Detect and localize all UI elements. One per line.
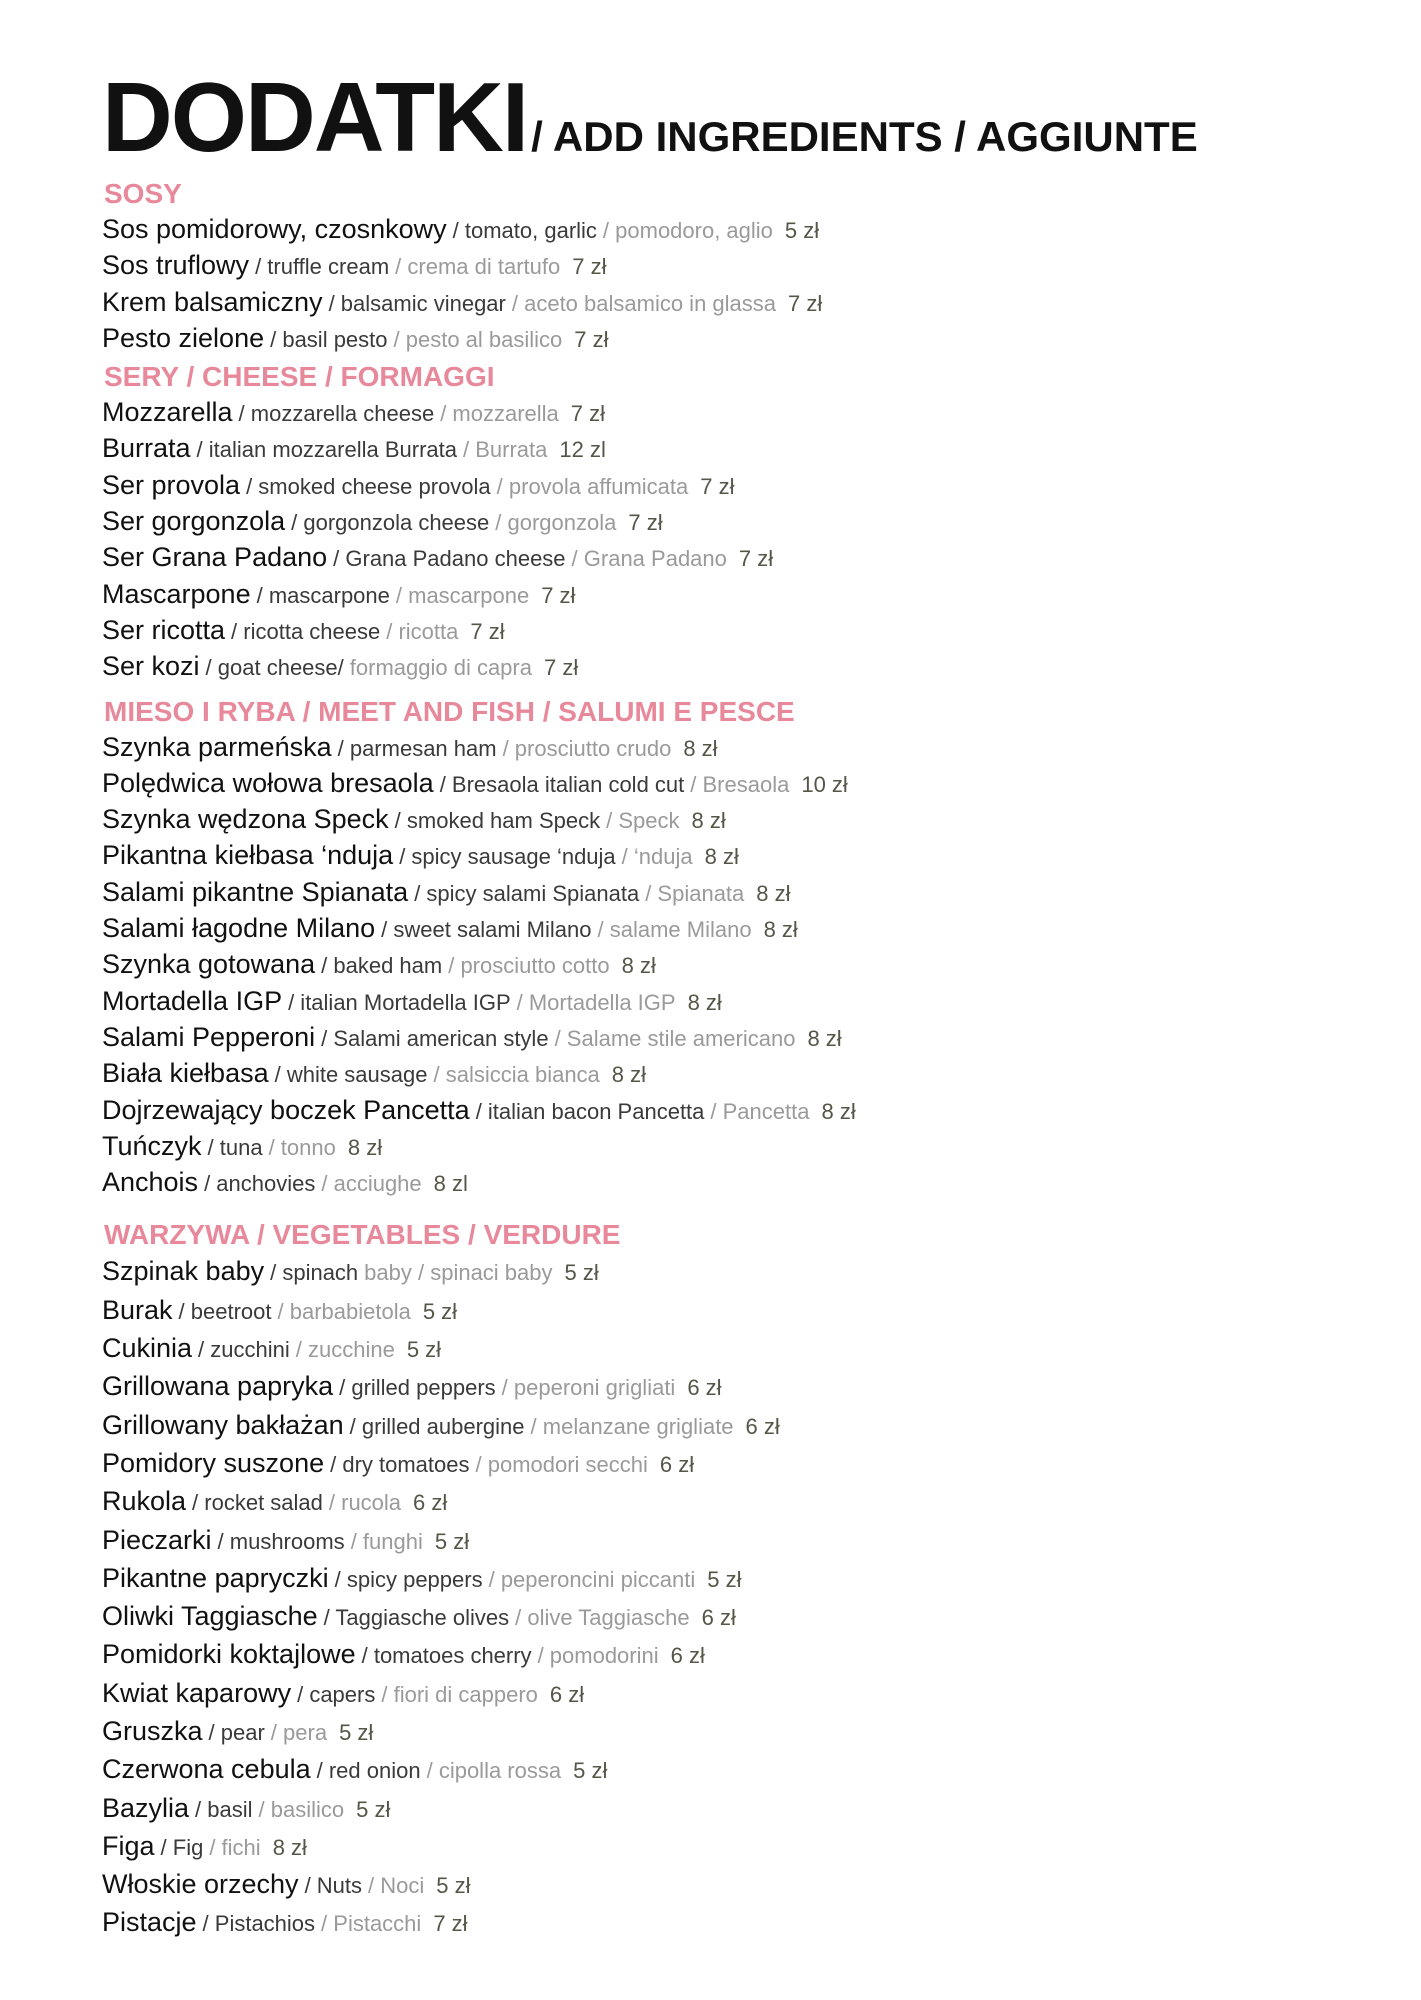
item-price: 8 zł [704,844,739,870]
item-name-en: / Pistachios [202,1911,316,1937]
item-name-it: / mozzarella [440,401,559,427]
item-name-it: / Salame stile americano [554,1025,796,1051]
item-name-pl: Mozzarella [102,397,233,428]
section-mieso [102,694,1362,1202]
item-list [102,1253,1362,1942]
item-price: 7 zł [788,290,823,316]
menu-item [102,1790,1362,1828]
item-name-en: / sweet salami Milano [381,917,592,943]
menu-item [102,212,1362,248]
item-price: 5 zł [434,1528,470,1554]
item-name-pl: Szpinak baby [102,1256,265,1287]
item-name-pl: Gruszka [102,1715,203,1746]
item-name-pl: Mortadella IGP [102,985,283,1016]
item-name-en: / italian bacon Pancetta [475,1098,705,1124]
item-name-it: / basilico [258,1796,345,1822]
item-price: 7 zł [700,473,735,499]
item-name-en: / capers [297,1681,376,1707]
item-name-pl: Włoskie orzechy [102,1869,299,1900]
item-price: 6 zł [413,1490,448,1516]
title-main: DODATKI [102,62,528,172]
menu-item [102,1598,1362,1636]
menu-item [102,1522,1362,1560]
menu-item [102,1292,1362,1330]
menu-item [102,1866,1362,1904]
item-name-it: / acciughe [321,1171,422,1197]
page-title [102,62,1362,172]
item-name-pl: Polędwica wołowa bresaola [102,767,434,798]
item-name-it: / olive Taggiasche [515,1605,690,1631]
item-price: 8 zł [756,880,791,906]
item-name-en: / spinach [270,1260,359,1286]
item-price: 7 zł [543,655,579,681]
item-price: 6 zł [687,1375,722,1401]
item-price: 8 zl [433,1171,468,1197]
item-price: 8 zł [272,1834,307,1860]
item-name-en: / mascarpone [256,582,390,608]
item-name-it: / fichi [209,1834,261,1860]
item-price: 12 zl [559,437,606,463]
menu-item [102,540,1362,576]
item-name-en: / tomato, garlic [452,218,597,243]
item-name-it: / ‘nduja [621,844,693,870]
item-price: 7 zł [541,582,576,608]
item-name-it: / pesto al basilico [393,326,563,352]
menu-item [102,613,1362,649]
menu-item [102,1253,1362,1291]
menu-item [102,1330,1362,1368]
item-name-it: / prosciutto cotto [448,953,610,979]
menu-item [102,984,1362,1020]
item-name-pl: Grillowany bakłażan [102,1409,344,1440]
item-name-pl: Salami Pepperoni [102,1021,316,1052]
item-price: 8 zł [347,1134,383,1160]
item-price: 7 zł [572,254,607,280]
item-name-en: / rocket salad [192,1490,323,1516]
item-name-pl: Krem balsamiczny [102,286,323,317]
section-heading: WARZYWA / VEGETABLES / VERDURE [104,1219,621,1251]
item-name-it: / ricotta [386,618,459,644]
item-name-pl: Grillowana papryka [102,1371,334,1402]
item-price: 8 zł [683,735,718,761]
item-name-en: / basil [195,1796,253,1822]
item-name-pl: Pomidorki koktajlowe [102,1639,356,1670]
item-name-it: / peperoncini piccanti [488,1566,696,1592]
item-name-en: / white sausage [274,1062,428,1088]
item-name-pl: Salami pikantne Spianata [102,876,409,907]
item-name-pl: Ser ricotta [102,614,226,645]
menu-item [102,504,1362,540]
section-heading: MIESO I RYBA / MEET AND FISH / SALUMI E PESCE [104,695,795,727]
item-name-en: / anchovies [204,1171,316,1197]
item-name-pl: Oliwki Taggiasche [102,1601,318,1632]
item-name-en: / Taggiasche olives [323,1605,510,1631]
item-name-en: / Nuts [304,1873,363,1899]
item-name-it: formaggio di capra [349,655,532,681]
item-name-en: / beetroot [178,1298,272,1324]
item-name-pl: Tuńczyk [102,1130,202,1161]
item-name-en: / italian mozzarella Burrata [196,437,457,463]
item-name-it: / pera [270,1719,328,1745]
item-name-it: / provola affumicata [496,473,689,499]
item-name-it: / pomodori secchi [475,1451,648,1477]
item-price: 6 zł [549,1681,585,1707]
item-name-en: / smoked ham Speck [394,808,601,834]
item-name-pl: Sos truflowy [102,250,250,281]
item-name-it: / pomodoro, aglio [602,218,773,243]
section-warzywa [102,1217,1362,1942]
item-name-en: / truffle cream [255,254,390,280]
item-name-it: / aceto balsamico in glassa [511,290,777,316]
item-price: 7 zł [433,1911,468,1937]
menu-page [102,62,1362,1943]
item-name-pl: Ser provola [102,469,241,500]
item-name-it: / barbabietola [277,1298,411,1324]
item-name-pl: Biała kiełbasa [102,1058,269,1089]
menu-item [102,766,1362,802]
item-list [102,395,1362,685]
menu-item [102,285,1362,321]
item-name-pl: Bazylia [102,1792,190,1823]
item-name-it: / Speck [606,808,680,834]
item-price: 8 zł [621,953,656,979]
section-heading: SOSY [104,178,182,209]
item-price: 8 zł [807,1025,842,1051]
item-name-it: / tonno [268,1134,336,1160]
item-name-en: / spicy salami Spianata [414,880,640,906]
item-name-pl: Figa [102,1830,155,1861]
item-price: 6 zł [701,1605,736,1631]
item-name-pl: Szynka gotowana [102,949,316,980]
item-price: 6 zł [745,1413,780,1439]
item-name-en: / ricotta cheese [231,618,381,644]
item-name-it: / Bresaola [690,771,790,797]
item-price: 6 zł [659,1451,695,1477]
item-name-it: / salame Milano [597,917,752,943]
menu-item [102,1751,1362,1789]
item-name-en: / Bresaola italian cold cut [439,771,685,797]
item-price: 5 zł [573,1758,608,1784]
item-name-en: / tomatoes cherry [361,1643,532,1669]
item-name-en: / mushrooms [217,1528,345,1554]
menu-item [102,248,1362,284]
item-name-en: / Salami american style [321,1025,549,1051]
item-name-it: / pomodorini [537,1643,659,1669]
menu-item [102,1828,1362,1866]
item-name-pl: Pikantna kiełbasa ‘nduja [102,840,394,871]
item-name-pl: Szynka parmeńska [102,731,332,762]
item-price: 5 zł [564,1260,599,1286]
item-name-it: / crema di tartufo [395,254,561,280]
item-name-pl: Pesto zielone [102,322,265,353]
item-price: 7 zł [628,510,663,536]
item-name-it: / Pancetta [710,1098,810,1124]
item-price: 7 zł [570,401,606,427]
item-name-en: / dry tomatoes [330,1451,470,1477]
section-sery [102,359,1362,685]
menu-item [102,468,1362,504]
item-list [102,730,1362,1202]
menu-item [102,802,1362,838]
menu-item [102,1093,1362,1129]
menu-item [102,1056,1362,1092]
item-name-it: / Noci [368,1873,425,1899]
item-name-en: / goat cheese/ [205,655,344,681]
menu-item [102,947,1362,983]
menu-item [102,395,1362,431]
section-sosy [102,176,1362,357]
item-name-pl: Ser kozi [102,651,200,682]
item-name-en: / zucchini [198,1337,290,1363]
item-price: 6 zł [670,1643,705,1669]
item-name-en: / balsamic vinegar [328,290,506,316]
item-name-it: / Mortadella IGP [516,989,676,1015]
menu-item [102,1368,1362,1406]
item-name-en: / parmesan ham [337,735,497,761]
menu-sections [102,176,1362,1943]
menu-item [102,1407,1362,1445]
item-price: 5 zł [784,218,820,243]
item-name-pl: Pistacje [102,1907,197,1938]
item-price: 10 zł [801,771,848,797]
menu-item [102,838,1362,874]
item-name-pl: Sos pomidorowy, czosnkowy [102,214,447,244]
item-price: 8 zł [611,1062,647,1088]
item-price: 8 zł [763,917,798,943]
item-name-pl: Kwiat kaparowy [102,1677,292,1708]
menu-item [102,1483,1362,1521]
item-name-it: / mascarpone [395,582,530,608]
item-name-it: / gorgonzola [495,510,617,536]
item-price: 8 zł [687,989,722,1015]
item-name-it: / melanzane grigliate [530,1413,734,1439]
menu-item [102,1560,1362,1598]
item-name-en: / gorgonzola cheese [291,510,490,536]
menu-item [102,911,1362,947]
item-name-en: / Fig [160,1834,204,1860]
item-name-it: / cipolla rossa [426,1758,562,1784]
item-price: 7 zł [470,618,505,644]
item-name-en: / mozzarella cheese [238,401,435,427]
item-name-pl: Pomidory suszone [102,1447,325,1478]
section-heading: SERY / CHEESE / FORMAGGI [104,361,495,393]
item-name-pl: Burak [102,1294,173,1325]
item-name-it: / rucola [328,1490,402,1516]
item-price: 8 zł [691,808,726,834]
item-list [102,212,1362,357]
menu-item [102,1636,1362,1674]
menu-item [102,1445,1362,1483]
title-subtitle: / ADD INGREDIENTS / AGGIUNTE [531,113,1198,160]
item-price: 5 zł [707,1566,742,1592]
item-name-en: / pear [208,1719,265,1745]
menu-item [102,1675,1362,1713]
menu-item [102,1129,1362,1165]
item-name-it: / Spianata [645,880,745,906]
item-price: 7 zł [738,546,774,572]
item-name-en: / spicy peppers [334,1566,483,1592]
item-price: 7 zł [574,326,609,352]
item-name-pl: Szynka wędzona Speck [102,804,389,835]
menu-item [102,649,1362,685]
item-name-it: / salsiccia bianca [433,1062,600,1088]
item-name-pl: Ser Grana Padano [102,542,328,573]
menu-item [102,1904,1362,1942]
item-price: 5 zł [436,1873,471,1899]
item-name-en: / Grana Padano cheese [333,546,566,572]
item-price: 5 zł [339,1719,374,1745]
item-name-en: / tuna [207,1134,263,1160]
item-name-pl: Pikantne papryczki [102,1562,329,1593]
menu-item [102,730,1362,766]
item-name-en: / red onion [316,1758,421,1784]
item-name-pl: Anchois [102,1167,199,1198]
item-price: 5 zł [356,1796,391,1822]
item-name-pl: Pieczarki [102,1524,212,1555]
item-price: 5 zł [406,1337,442,1363]
item-name-it: / Burrata [463,437,548,463]
item-name-it: / peperoni grigliati [501,1375,676,1401]
menu-item [102,1165,1362,1201]
item-name-en: / grilled peppers [339,1375,496,1401]
menu-item [102,1020,1362,1056]
item-name-it: baby / spinaci baby [364,1260,553,1286]
item-name-pl: Mascarpone [102,578,251,609]
item-name-pl: Ser gorgonzola [102,506,286,537]
item-name-it: / zucchine [295,1337,395,1363]
item-name-pl: Rukola [102,1486,187,1517]
item-name-en: / spicy sausage ‘nduja [399,844,616,870]
menu-item [102,1713,1362,1751]
item-name-pl: Dojrzewający boczek Pancetta [102,1094,470,1125]
item-name-pl: Salami łagodne Milano [102,913,376,944]
item-price: 8 zł [821,1098,856,1124]
menu-item [102,431,1362,467]
item-name-en: / basil pesto [270,326,388,352]
item-price: 5 zł [422,1298,458,1324]
item-name-it: / funghi [350,1528,423,1554]
menu-item [102,577,1362,613]
item-name-it: / fiori di cappero [381,1681,538,1707]
item-name-pl: Burrata [102,433,191,464]
item-name-it: / Grana Padano [571,546,727,572]
item-name-en: / italian Mortadella IGP [288,989,511,1015]
item-name-pl: Czerwona cebula [102,1754,311,1785]
item-name-it: / prosciutto crudo [502,735,672,761]
item-name-en: / grilled aubergine [349,1413,525,1439]
item-name-en: / baked ham [321,953,443,979]
item-name-en: / smoked cheese provola [246,473,491,499]
item-name-pl: Cukinia [102,1333,193,1364]
menu-item [102,321,1362,357]
item-name-it: / Pistacchi [321,1911,422,1937]
menu-item [102,875,1362,911]
